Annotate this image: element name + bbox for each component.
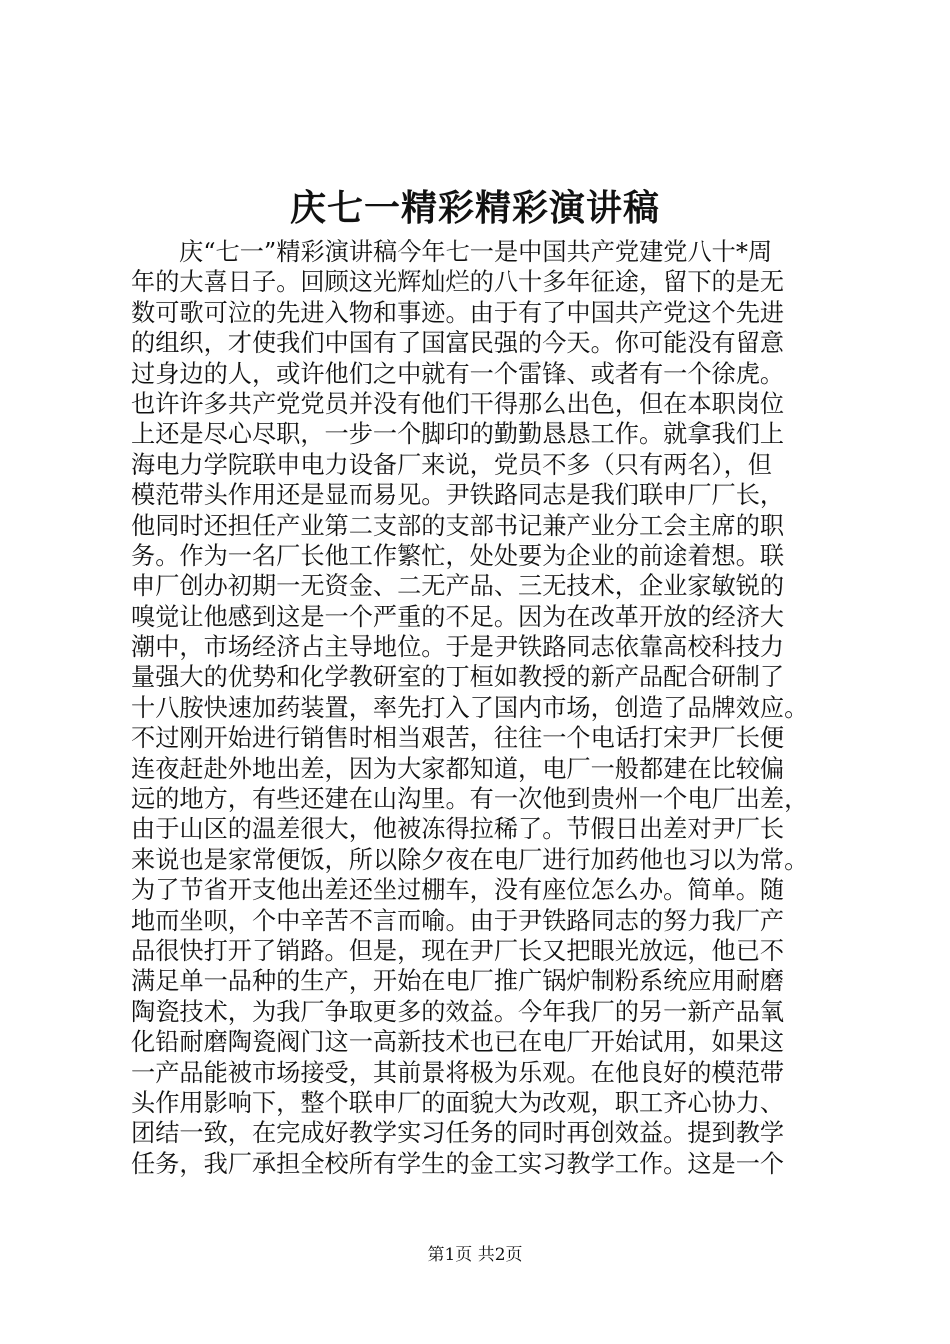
page-footer: 第1页 共2页: [427, 1245, 523, 1265]
paragraph-line: 头作用影响下，整个联申厂的面貌大为改观，职工齐心协力、: [131, 1088, 785, 1117]
paragraph-line: 务。作为一名厂长他工作繁忙，处处要为企业的前途着想。联: [131, 541, 785, 570]
paragraph-line: 量强大的优势和化学教研室的丁桓如教授的新产品配合研制了: [131, 663, 785, 692]
paragraph-line: 潮中，市场经济占主导地位。于是尹铁路同志依靠高校科技力: [131, 633, 785, 662]
paragraph-line: 来说也是家常便饭，所以除夕夜在电厂进行加药他也习以为常。: [131, 845, 809, 874]
paragraph-line: 一产品能被市场接受，其前景将极为乐观。在他良好的模范带: [131, 1058, 785, 1087]
paragraph-line: 团结一致，在完成好教学实习任务的同时再创效益。提到教学: [131, 1119, 785, 1148]
paragraph-line: 不过刚开始进行销售时相当艰苦，往往一个电话打宋尹厂长便: [131, 724, 785, 753]
paragraph-line: 化铅耐磨陶瓷阀门这一高新技术也已在电厂开始试用，如果这: [131, 1028, 785, 1057]
paragraph-line: 庆“七一”精彩演讲稿今年七一是中国共产党建党八十*周: [179, 238, 773, 266]
document-title: 庆七一精彩精彩演讲稿: [289, 187, 660, 229]
paragraph-line: 满足单一品种的生产，开始在电厂推广锅炉制粉系统应用耐磨: [131, 967, 785, 996]
paragraph-line: 地而坐呗，个中辛苦不言而喻。由于尹铁路同志的努力我厂产: [131, 906, 785, 935]
paragraph-line: 由于山区的温差很大，他被冻得拉稀了。节假日出差对尹厂长: [131, 815, 785, 844]
paragraph-line: 数可歌可泣的先进入物和事迹。由于有了中国共产党这个先进: [131, 298, 785, 327]
paragraph-line: 任务，我厂承担全校所有学生的金工实习教学工作。这是一个: [131, 1149, 785, 1178]
paragraph-line: 远的地方，有些还建在山沟里。有一次他到贵州一个电厂出差，: [131, 785, 809, 814]
paragraph-line: 模范带头作用还是显而易见。尹铁路同志是我们联申厂厂长，: [131, 481, 785, 510]
paragraph-line: 连夜赶赴外地出差，因为大家都知道，电厂一般都建在比较偏: [131, 754, 785, 783]
paragraph-line: 十八胺快速加药装置，率先打入了国内市场，创造了品牌效应。: [131, 693, 809, 722]
paragraph-line: 他同时还担任产业第二支部的支部书记兼产业分工会主席的职: [131, 511, 785, 540]
paragraph-line: 品很快打开了销路。但是，现在尹厂长又把眼光放远，他已不: [131, 936, 785, 965]
paragraph-line: 为了节省开支他出差还坐过棚车，没有座位怎么办。简单。随: [131, 876, 785, 905]
document-body: [131, 237, 831, 1179]
paragraph-line: 的组织，才使我们中国有了国富民强的今天。你可能没有留意: [131, 329, 785, 358]
paragraph-line: 申厂创办初期一无资金、二无产品、三无技术，企业家敏锐的: [131, 572, 785, 601]
paragraph-line: 年的大喜日子。回顾这光辉灿烂的八十多年征途，留下的是无: [131, 268, 785, 297]
paragraph-line: 也许许多共产党党员并没有他们干得那么出色，但在本职岗位: [131, 389, 785, 418]
paragraph-line: 上还是尽心尽职，一步一个脚印的勤勤恳恳工作。就拿我们上: [131, 420, 785, 449]
paragraph-line: 嗅觉让他感到这是一个严重的不足。因为在改革开放的经济大: [131, 602, 785, 631]
paragraph-line: 过身边的人，或许他们之中就有一个雷锋、或者有一个徐虎。: [131, 359, 785, 388]
paragraph-line: 陶瓷技术，为我厂争取更多的效益。今年我厂的另一新产品氧: [131, 997, 785, 1026]
paragraph-line: 海电力学院联申电力设备厂来说，党员不多（只有两名），但: [131, 450, 772, 479]
